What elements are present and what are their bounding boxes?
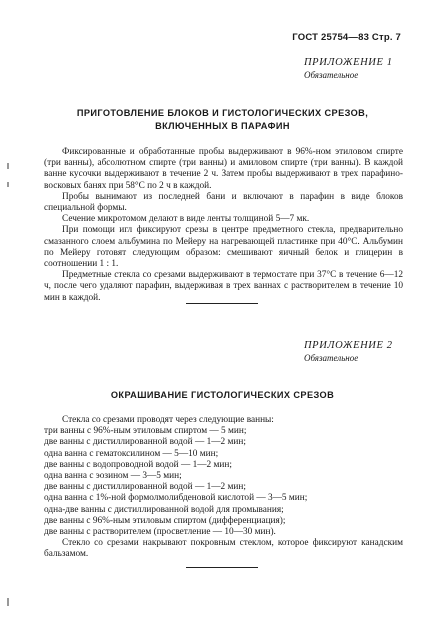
list-item: две ванны с растворителем (просветление — 10—30 мин). bbox=[44, 527, 276, 538]
list-item: две ванны с 96%-ным этиловым спиртом (дифференциация); bbox=[44, 515, 286, 526]
section-1-body bbox=[44, 147, 403, 304]
appendix-2-title: ПРИЛОЖЕНИЕ 2 bbox=[304, 340, 393, 351]
list-item: одна-две ванны с дистиллированной водой для промывания; bbox=[44, 504, 284, 515]
list-item: две ванны с водопроводной водой — 1—2 мин; bbox=[44, 459, 232, 470]
page-header: ГОСТ 25754—83 Стр. 7 bbox=[292, 32, 401, 43]
paragraph: Пробы вынимают из последней бани и включают в парафин в виде блоков специальной формы. bbox=[44, 191, 403, 214]
list-item: три ванны с 96%-ным этиловым спиртом — 5 мин; bbox=[44, 426, 247, 437]
list-item: одна ванна с эозином — 3—5 мин; bbox=[44, 471, 182, 482]
text-line: Стекло со срезами накрывают покровным стеклом, которое фиксируют канадским бальзамом. bbox=[44, 538, 403, 560]
list-item: две ванны с дистиллированной водой — 1—2 мин; bbox=[44, 482, 246, 493]
paragraph: Сечение микротомом делают в виде ленты толщиной 5—7 мк. bbox=[62, 214, 310, 225]
section-1-heading-line: ПРИГОТОВЛЕНИЕ БЛОКОВ И ГИСТОЛОГИЧЕСКИХ СРЕЗОВ, bbox=[76, 108, 369, 118]
appendix-1-subtitle: Обязательное bbox=[304, 70, 359, 80]
divider-rule bbox=[186, 303, 258, 304]
section-1-heading-line: ВКЛЮЧЕННЫХ В ПАРАФИН bbox=[155, 120, 290, 131]
section-2-body bbox=[44, 415, 403, 561]
appendix-2-label bbox=[304, 340, 401, 363]
list-item: одна ванна с 1%-ной формолмолибденовой кислотой — 3—5 мин; bbox=[44, 493, 308, 504]
appendix-1-label bbox=[304, 57, 401, 80]
appendix-1-title: ПРИЛОЖЕНИЕ 1 bbox=[304, 57, 393, 68]
scan-margin-mark bbox=[7, 598, 9, 606]
paragraph: Предметные стекла со срезами выдерживают в термостате при 37°С в течение 6—12 ч, после чего удаляют парафин, выдерживая в трех ваннах с растворителем в течение 10 мин в каждой. bbox=[44, 270, 403, 303]
list-item: одна ванна с гематоксилином — 5—10 мин; bbox=[44, 448, 219, 459]
scan-margin-mark bbox=[7, 163, 9, 169]
paragraph: При помощи игл фиксируют срезы в центре предметного стекла, предварительно смазанного слоем альбумина по Мейеру на нагревающей пластинке при 40°С. Альбумин по Мейеру готовят следующим образом: смешивают яичный белок и глицерин в соотношении 1 : 1. bbox=[44, 225, 403, 270]
text-line: Стекла со срезами проводят через следующие ванны: bbox=[62, 415, 274, 425]
paragraph: Фиксированные и обработанные пробы выдерживают в 96%-ном этиловом спирте (три ванны), абсолютном спирте (три ванны) и амиловом спирте (три ванны). В каждой ванне кусочки выдерживают в течение 2 ч. Затем пробы выдерживают в трех парафино-восковых банях при 58°С по 2 ч в каждой. bbox=[44, 147, 403, 191]
divider-rule bbox=[186, 567, 258, 568]
appendix-2-subtitle: Обязательное bbox=[304, 353, 359, 363]
section-1-heading bbox=[40, 107, 405, 132]
scan-margin-mark bbox=[7, 182, 9, 187]
list-item: две ванны с дистиллированной водой — 1—2 мин; bbox=[44, 437, 246, 448]
section-2-heading-line: ОКРАШИВАНИЕ ГИСТОЛОГИЧЕСКИХ СРЕЗОВ bbox=[110, 390, 335, 400]
section-2-heading bbox=[40, 389, 405, 402]
